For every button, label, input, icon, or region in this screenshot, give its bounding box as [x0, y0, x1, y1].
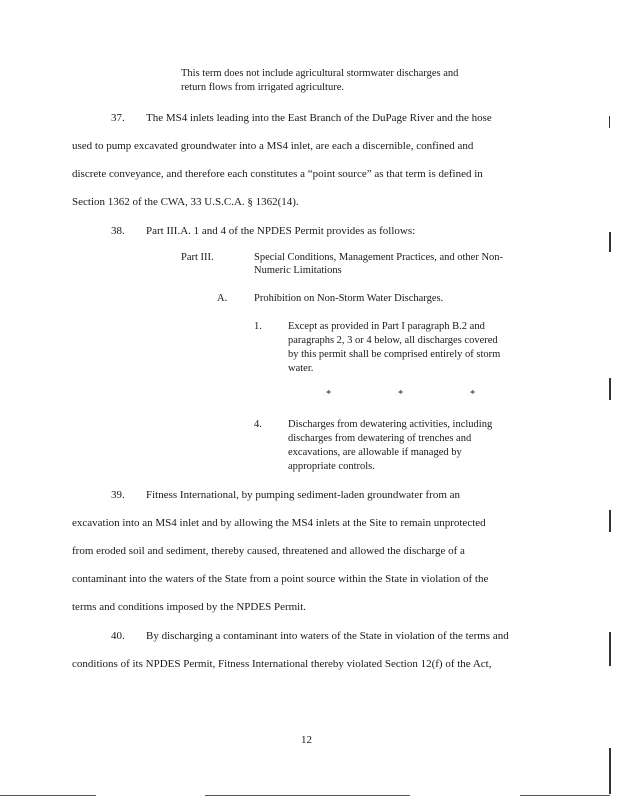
- p37-line-1: The MS4 inlets leading into the East Branch of the DuPage River and the hose: [146, 112, 492, 124]
- scan-margin-mark: [609, 510, 611, 532]
- scan-bottom-edge: [520, 795, 610, 796]
- p40-line-1: By discharging a contaminant into waters of the State in violation of the terms and: [146, 630, 509, 642]
- paragraph-number-38: 38.: [111, 225, 125, 237]
- p39-line-3: from eroded soil and sediment, thereby caused, threatened and allowed the discharge of a: [72, 545, 465, 557]
- p39-line-2: excavation into an MS4 inlet and by allowing the MS4 inlets at the Site to remain unprotected: [72, 517, 486, 529]
- quote-part-title-1: Special Conditions, Management Practices, and other Non-: [254, 252, 504, 263]
- intro-line-1: This term does not include agricultural stormwater discharges and: [181, 68, 459, 79]
- p37-line-4: Section 1362 of the CWA, 33 U.S.C.A. § 1362(14).: [72, 196, 299, 208]
- scan-bottom-edge: [205, 795, 410, 796]
- quote-ellipsis-star: *: [326, 389, 332, 400]
- quote-item-4-line-1: Discharges from dewatering activities, including: [288, 419, 493, 430]
- p39-line-1: Fitness International, by pumping sediment-laden groundwater from an: [146, 489, 461, 501]
- quote-ellipsis-star: *: [398, 389, 404, 400]
- scan-margin-mark: [609, 632, 611, 666]
- p40-line-2: conditions of its NPDES Permit, Fitness International thereby violated Section 12(f) of the Act,: [72, 658, 492, 670]
- page-number: 12: [301, 734, 312, 746]
- quote-item-4-line-2: discharges from dewatering of trenches and: [288, 433, 472, 444]
- scan-margin-mark: [609, 116, 610, 128]
- quote-part-title-2: Numeric Limitations: [254, 265, 342, 276]
- quote-item-1-line-3: by this permit shall be comprised entirely of storm: [288, 349, 501, 360]
- paragraph-number-39: 39.: [111, 489, 125, 501]
- quote-item-1-line-4: water.: [288, 363, 314, 374]
- p39-line-5: terms and conditions imposed by the NPDES Permit.: [72, 601, 307, 613]
- intro-line-2: return flows from irrigated agriculture.: [181, 82, 344, 93]
- quote-item-1-label: 1.: [254, 321, 262, 332]
- quote-item-4-line-4: appropriate controls.: [288, 461, 375, 472]
- scan-margin-mark: [609, 748, 611, 794]
- scan-margin-mark: [609, 232, 611, 252]
- quote-item-1-line-2: paragraphs 2, 3 or 4 below, all discharges covered: [288, 335, 498, 346]
- quote-item-4-line-3: excavations, are allowable if managed by: [288, 447, 462, 458]
- quote-item-1-line-1: Except as provided in Part I paragraph B.2 and: [288, 321, 485, 332]
- quote-item-4-label: 4.: [254, 419, 262, 430]
- p37-line-2: used to pump excavated groundwater into a MS4 inlet, are each a discernible, confined and: [72, 140, 474, 152]
- paragraph-number-40: 40.: [111, 630, 125, 642]
- p38-line-1: Part III.A. 1 and 4 of the NPDES Permit provides as follows:: [146, 225, 416, 237]
- quote-ellipsis-star: *: [470, 389, 476, 400]
- p39-line-4: contaminant into the waters of the State from a point source within the State in violation of the: [72, 573, 489, 585]
- quote-section-title: Prohibition on Non-Storm Water Discharges.: [254, 293, 444, 304]
- scan-bottom-edge: [0, 795, 96, 796]
- p37-line-3: discrete conveyance, and therefore each constitutes a “point source” as that term is defined in: [72, 168, 483, 180]
- quote-part-label: Part III.: [181, 252, 214, 263]
- quote-section-label: A.: [217, 293, 228, 304]
- paragraph-number-37: 37.: [111, 112, 125, 124]
- scan-margin-mark: [609, 378, 611, 400]
